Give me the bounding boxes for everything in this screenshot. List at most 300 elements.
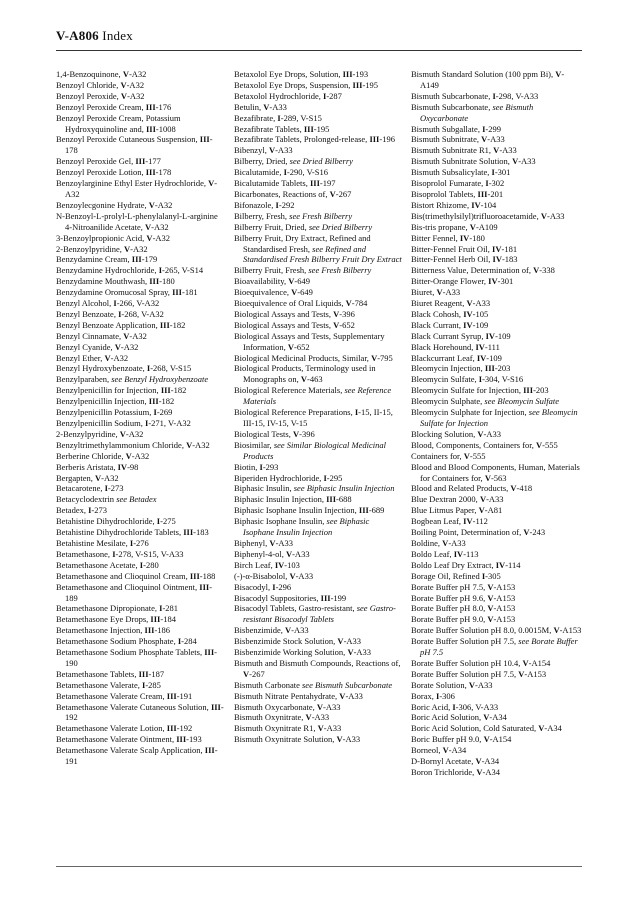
index-term: Betamethasone Tablets, — [56, 668, 139, 679]
index-term: Betamethasone Valerate Ointment, — [56, 734, 177, 745]
volume-number: V — [493, 145, 500, 156]
page-reference: -A33 — [499, 145, 517, 156]
index-entry — [56, 91, 224, 102]
index-entry — [56, 549, 224, 560]
index-term: Boric Acid, — [411, 701, 453, 712]
volume-number: IV — [485, 330, 496, 341]
index-entry — [56, 418, 224, 429]
page-reference: -A32 — [151, 221, 169, 232]
index-term: Bogbean Leaf, — [411, 516, 464, 527]
volume-number: I — [478, 374, 483, 385]
page-reference: -103 — [284, 559, 300, 570]
index-term: Biological Medicinal Products, Similar, — [234, 352, 372, 363]
volume-number: III — [176, 734, 187, 745]
page-reference: -338 — [539, 265, 555, 276]
index-term: Benzoylecgonine Hydrate, — [56, 199, 149, 210]
cross-reference: see Betadex — [114, 494, 157, 505]
page-reference: -182 — [158, 396, 175, 407]
volume-number: I — [275, 199, 279, 210]
volume-number: V — [123, 243, 131, 254]
volume-number: IV — [492, 254, 502, 265]
volume-number: I — [129, 537, 134, 548]
index-entry — [234, 658, 402, 680]
volume-number: V — [477, 428, 484, 439]
index-term: Benzoylarginine Ethyl Ester Hydrochloride, — [56, 178, 209, 189]
index-entry — [411, 691, 583, 702]
page-reference: -112 — [472, 516, 488, 527]
volume-number: I — [153, 407, 157, 418]
volume-number: I — [259, 461, 263, 472]
page-reference: -A33 — [291, 625, 309, 636]
index-entry — [234, 385, 402, 407]
index-entry — [411, 200, 583, 211]
page-reference: -A33 — [546, 210, 565, 221]
volume-number: V — [487, 581, 494, 592]
index-term: Betamethasone Valerate Scalp Application, — [56, 745, 205, 756]
index-term: Blackcurrant Leaf, — [411, 352, 477, 363]
cross-reference: see Benzyl Hydroxybenzoate — [111, 374, 209, 385]
index-entry — [234, 712, 402, 723]
index-entry — [234, 505, 402, 516]
header-rule — [56, 50, 582, 51]
volume-number: III — [145, 101, 156, 112]
index-entry — [234, 582, 402, 593]
index-term: Biuret, — [411, 287, 437, 298]
index-term: Benzyl Ether, — [56, 352, 105, 363]
index-entry — [234, 625, 402, 636]
volume-number: III — [204, 745, 215, 756]
volume-number: I — [354, 407, 359, 418]
index-term: Betamethasone Acetate, — [56, 559, 140, 570]
index-term: Bisacodyl Suppositories, — [234, 592, 321, 603]
index-entry — [411, 363, 583, 374]
index-term: Benzoyl Peroxide, — [56, 90, 121, 101]
index-term: Bismuth Subnitrate Solution, — [411, 156, 513, 167]
index-term: Bergapten, — [56, 472, 96, 483]
index-term: Birch Leaf, — [234, 559, 275, 570]
index-entry — [411, 462, 583, 484]
index-entry — [56, 287, 224, 298]
page-reference: -189 — [65, 581, 213, 603]
index-entry — [411, 505, 583, 516]
volume-number: III — [135, 156, 146, 167]
index-term: Bicarbonates, Reactions of, — [234, 188, 330, 199]
index-entry — [411, 723, 583, 734]
index-entry — [234, 309, 402, 320]
index-term: Bicalutamide, — [234, 167, 284, 178]
index-term: Blue Dextran 2000, — [411, 494, 480, 505]
index-column-2 — [234, 69, 402, 745]
index-term: Biological Assays and Tests, — [234, 308, 334, 319]
index-term: Betamethasone Dipropionate, — [56, 603, 160, 614]
index-term: Bismuth Standard Solution (100 ppm Bi), — [411, 69, 556, 79]
volume-number: III — [166, 723, 177, 734]
index-term: Benzydamine Hydrochloride, — [56, 265, 159, 276]
index-term: Biosimilar, — [234, 439, 274, 450]
page-reference: -192 — [65, 701, 224, 723]
page-reference: -1008 — [155, 123, 176, 134]
page-reference: -178 — [65, 134, 213, 156]
cross-reference: see Borate Buffer pH 7.5 — [420, 636, 578, 658]
volume-number: IV — [488, 276, 498, 287]
index-entry — [411, 265, 583, 276]
index-term: Biperiden Hydrochloride, — [234, 472, 324, 483]
page-reference: -A33 — [487, 134, 505, 145]
page-reference: -689 — [368, 505, 385, 516]
page-reference: -178 — [155, 167, 172, 178]
index-term: Betahistine Dihydrochloride Tablets, — [56, 527, 184, 538]
index-term: Betahistine Mesilate, — [56, 537, 130, 548]
index-term: Boron Trichloride, — [411, 767, 477, 777]
volume-number: V — [300, 374, 307, 385]
page-reference: -A33 — [483, 428, 501, 439]
volume-number: III — [149, 276, 160, 287]
page-reference: -266, V-A32 — [116, 298, 160, 309]
index-term: Bismuth and Bismuth Compounds, Reactions of, — [234, 657, 401, 668]
index-term: Betadex, — [56, 505, 89, 516]
index-term: Betaxolol Eye Drops, Solution, — [234, 69, 343, 79]
index-entry — [56, 244, 224, 255]
page-header — [56, 28, 133, 44]
index-term: Bioavailability, — [234, 276, 289, 287]
volume-number: V — [478, 505, 485, 516]
index-term: Berberine Chloride, — [56, 450, 126, 461]
cross-reference: see Biphasic Isophane Insulin Injection — [243, 516, 370, 538]
volume-number: V — [481, 134, 488, 145]
index-entry — [234, 80, 402, 91]
index-entry — [234, 516, 402, 538]
page-reference: -A33 — [518, 156, 536, 167]
index-term: Benzyl Benzoate, — [56, 308, 119, 319]
index-entry — [234, 91, 402, 102]
index-entry — [411, 244, 583, 255]
index-entry — [56, 211, 224, 233]
index-entry — [411, 494, 583, 505]
volume-number: I — [323, 472, 327, 483]
index-term: Bleomycin Sulfate for Injection, — [411, 385, 524, 396]
volume-number: V — [104, 352, 111, 363]
index-term: Benzoyl Peroxide Cream, Potassium Hydroxyquinoline and, — [56, 112, 181, 134]
page-reference: -284 — [181, 636, 197, 647]
index-entry — [234, 494, 402, 505]
volume-number: V — [522, 657, 529, 668]
index-term: Biological Products, Terminology used in Monographs on, — [234, 363, 376, 385]
page-reference: -183 — [193, 527, 209, 538]
index-entry — [411, 276, 583, 287]
index-term: Borax, — [411, 690, 437, 701]
page-reference: -A33 — [269, 101, 287, 112]
index-entry — [56, 167, 224, 178]
volume-number: V — [483, 712, 490, 723]
volume-number: V — [337, 636, 344, 647]
index-term: Benzylpenicillin for Injection, — [56, 385, 161, 396]
index-term: Black Currant, — [411, 319, 464, 330]
page-reference: -A33 — [323, 701, 341, 712]
page-reference: -A153 — [493, 603, 516, 614]
index-entry — [411, 680, 583, 691]
index-entry — [411, 385, 583, 396]
page-reference: -265, V-S14 — [162, 265, 204, 276]
volume-number: I — [159, 603, 163, 614]
volume-number: IV — [463, 516, 473, 527]
volume-number: IV — [453, 548, 464, 559]
page-reference: -269 — [156, 407, 173, 418]
index-term: Containers for, — [411, 450, 464, 461]
volume-number: V — [122, 69, 129, 79]
page-reference: -295 — [326, 472, 343, 483]
index-entry — [56, 571, 224, 582]
index-term: Benzoyl Peroxide Cream, — [56, 101, 146, 112]
page-reference: -98 — [127, 461, 139, 472]
index-term: Bezafibrate Tablets, — [234, 123, 304, 134]
index-term: Bismuth Subnitrate R1, — [411, 145, 494, 156]
index-term: Biphasic Insulin Injection, — [234, 494, 327, 505]
page-reference: -A33 — [486, 494, 504, 505]
volume-number: I — [283, 167, 287, 178]
page-reference: -A33 — [292, 548, 310, 559]
index-term: Betacyclodextrin — [56, 494, 115, 505]
index-term: Borate Solution, — [411, 679, 469, 690]
index-term: D-Bornyl Acetate, — [411, 756, 476, 767]
volume-number: V — [291, 287, 298, 298]
index-entry — [56, 516, 224, 527]
page-reference: -243 — [529, 527, 546, 538]
page-reference: -A33 — [448, 537, 466, 548]
volume-number: III — [183, 527, 194, 538]
index-term: Bismuth Subnitrate, — [411, 134, 482, 145]
volume-number: V — [145, 221, 152, 232]
index-entry — [411, 211, 583, 222]
index-term: Betamethasone Valerate Cutaneous Solution, — [56, 701, 211, 712]
volume-number: III — [172, 287, 182, 298]
page-reference: -271, V-A32 — [148, 418, 191, 428]
page-reference: -201 — [487, 188, 504, 199]
cross-reference: see Refined and Standardised Fresh Bilberry Fruit Dry Extract — [243, 243, 402, 265]
volume-number: IV — [471, 199, 481, 210]
page-reference: -305 — [485, 570, 501, 581]
page-reference: -306, V-A33 — [455, 701, 499, 712]
index-entry — [56, 494, 224, 505]
volume-number: III — [352, 79, 363, 90]
page-reference: -267 — [335, 188, 352, 199]
page-reference: -A154 — [489, 734, 512, 745]
volume-number: V — [512, 156, 519, 167]
cross-reference: see Similar Biological Medicinal Products — [243, 439, 386, 461]
index-entry — [411, 134, 583, 145]
page-reference: -273 — [91, 505, 108, 516]
page-reference: -A32 — [110, 352, 129, 363]
index-term: Biphenyl-4-ol, — [234, 548, 286, 559]
index-term: Bismuth Oxynitrate, — [234, 712, 306, 723]
index-entry — [56, 527, 224, 538]
volume-number: IV — [492, 243, 502, 254]
volume-number: III — [358, 505, 369, 516]
page-reference: -193 — [186, 734, 202, 745]
page-reference: -186 — [154, 625, 171, 636]
cross-reference: see Dried Bilberry — [289, 156, 353, 167]
page-reference: -184 — [160, 614, 176, 625]
index-term: Benzydamine Cream, — [56, 254, 132, 265]
volume-number: III — [199, 581, 210, 592]
index-entry — [411, 702, 583, 713]
index-entry — [234, 189, 402, 200]
index-term: Borate Buffer Solution pH 7.5, — [411, 636, 519, 647]
index-entry — [234, 113, 402, 124]
index-entry — [411, 712, 583, 723]
volume-number: V — [317, 723, 324, 734]
index-entry — [234, 429, 402, 440]
page-reference: -649 — [294, 276, 310, 287]
index-entry — [411, 756, 583, 767]
index-term: Black Cohosh, — [411, 308, 464, 319]
index-entry — [56, 636, 224, 647]
index-entry — [411, 407, 583, 429]
volume-number: III — [320, 592, 331, 603]
volume-number: V — [120, 90, 128, 101]
page-reference: -A153 — [493, 592, 516, 603]
index-entry — [234, 691, 402, 702]
page-reference: -268, V-S15 — [150, 363, 192, 374]
index-entry — [56, 156, 224, 167]
index-entry — [56, 582, 224, 604]
index-term: Bitterness Value, Determination of, — [411, 265, 534, 276]
index-entry — [56, 669, 224, 680]
page-reference: -109 — [495, 330, 511, 341]
page-reference: -A33 — [343, 636, 362, 647]
page-reference: -267 — [249, 668, 265, 679]
page-reference: -A153 — [559, 625, 582, 636]
volume-number: V — [243, 668, 250, 679]
page-reference: -A33 — [275, 145, 293, 156]
page-reference: -555 — [542, 439, 558, 450]
index-term: Black Horehound, — [411, 341, 476, 352]
volume-number: IV — [463, 319, 473, 330]
volume-number: I — [481, 570, 486, 581]
page-reference: -187 — [148, 668, 165, 679]
volume-number: III — [523, 385, 534, 396]
volume-number: I — [158, 265, 162, 276]
index-entry — [234, 593, 402, 604]
page-reference: -A109 — [475, 221, 498, 232]
cross-reference: see Bleomycin Sulfate for Injection — [420, 407, 578, 428]
index-entry — [56, 396, 224, 407]
index-term: Betamethasone and Clioquinol Ointment, — [56, 581, 200, 592]
index-entry — [56, 483, 224, 494]
index-entry — [234, 680, 402, 691]
index-entry — [56, 440, 224, 451]
index-entry — [234, 363, 402, 385]
index-entry — [411, 745, 583, 756]
index-entry — [56, 745, 224, 767]
index-entry — [234, 353, 402, 364]
index-term: (-)-α-Bisabolol, — [234, 570, 290, 581]
index-term: Betaxolol Hydrochloride, — [234, 90, 323, 101]
volume-number: I — [139, 559, 144, 570]
volume-number: V — [336, 734, 343, 745]
index-term: Bitter-Fennel Herb Oil, — [411, 254, 493, 265]
page-reference: -109 — [472, 319, 489, 330]
page-reference: -A34 — [544, 723, 562, 734]
page-reference: -199 — [330, 592, 347, 603]
page-reference: -A32 — [152, 232, 171, 243]
index-entry — [411, 233, 583, 244]
index-entry — [234, 211, 402, 222]
index-term: Bismuth Oxycarbonate, — [234, 701, 317, 712]
volume-number: III — [199, 134, 210, 145]
index-term: Bisoprolol Tablets, — [411, 188, 478, 199]
volume-number: V — [146, 232, 153, 243]
volume-number: III — [145, 167, 156, 178]
volume-number: I — [323, 90, 327, 101]
volume-number: V — [466, 298, 473, 309]
index-entry — [56, 309, 224, 320]
index-term: Borate Buffer pH 8.0, — [411, 603, 488, 614]
index-entry — [234, 200, 402, 211]
index-term: Bis-tris propane, — [411, 221, 470, 232]
index-term: Bismuth Subgallate, — [411, 123, 483, 134]
page-number: V-A806 — [56, 28, 99, 43]
page-reference: -197 — [319, 178, 336, 189]
page-reference: -203 — [533, 385, 549, 396]
index-entry — [56, 614, 224, 625]
index-term: Bismuth Subsalicylate, — [411, 167, 492, 178]
index-term: Benzoyl Peroxide Cutaneous Suspension, — [56, 134, 200, 145]
index-term: Benzyl Cyanide, — [56, 341, 115, 352]
page-reference: -A34 — [482, 767, 501, 777]
index-term: Bilberry, Dried, — [234, 156, 290, 167]
page-reference: -A32 — [126, 79, 145, 90]
page-reference: -180 — [159, 276, 175, 287]
index-entry — [234, 331, 402, 353]
volume-number: I — [177, 636, 182, 647]
index-term: Bilberry Fruit, Dried, — [234, 221, 309, 232]
index-entry — [56, 407, 224, 418]
index-entry — [56, 342, 224, 353]
cross-reference: see Biphasic Insulin Injection — [293, 483, 395, 494]
index-entry — [411, 440, 583, 451]
volume-number: I — [112, 548, 116, 559]
index-entry — [56, 734, 224, 745]
index-entry — [234, 276, 402, 287]
volume-number: V — [442, 745, 449, 756]
volume-number: III — [138, 668, 149, 679]
index-term: Bioequivalence of Oral Liquids, — [234, 298, 346, 309]
volume-number: III — [484, 363, 495, 374]
page-reference: -A33 — [353, 647, 372, 658]
page-reference: -273 — [107, 483, 124, 494]
index-term: Bilberry Fruit, Fresh, — [234, 265, 309, 276]
index-term: Bis(trimethylsilyl)trifluoroacetamide, — [411, 210, 541, 221]
page-reference: -A33 — [442, 287, 461, 298]
volume-number: IV — [463, 308, 473, 319]
page-reference: -280 — [143, 559, 159, 570]
index-term: 3-Benzoylpropionic Acid, — [56, 232, 147, 243]
index-term: Biphasic Isophane Insulin, — [234, 516, 327, 527]
volume-number: I — [142, 679, 146, 690]
cross-reference: see Dried Bilberry — [308, 221, 373, 232]
volume-number: V — [540, 210, 547, 221]
index-term: Biological Assays and Tests, Supplementary Information, — [234, 330, 385, 352]
index-term: Betamethasone Injection, — [56, 625, 145, 636]
index-term: Bisacodyl, — [234, 581, 273, 592]
volume-number: I — [436, 690, 440, 701]
index-entry — [411, 222, 583, 233]
page-reference: -A153 — [524, 668, 547, 679]
page-reference: -396 — [299, 428, 315, 439]
index-entry — [56, 680, 224, 691]
page-reference: -A33 — [345, 690, 363, 701]
index-entry — [234, 549, 402, 560]
